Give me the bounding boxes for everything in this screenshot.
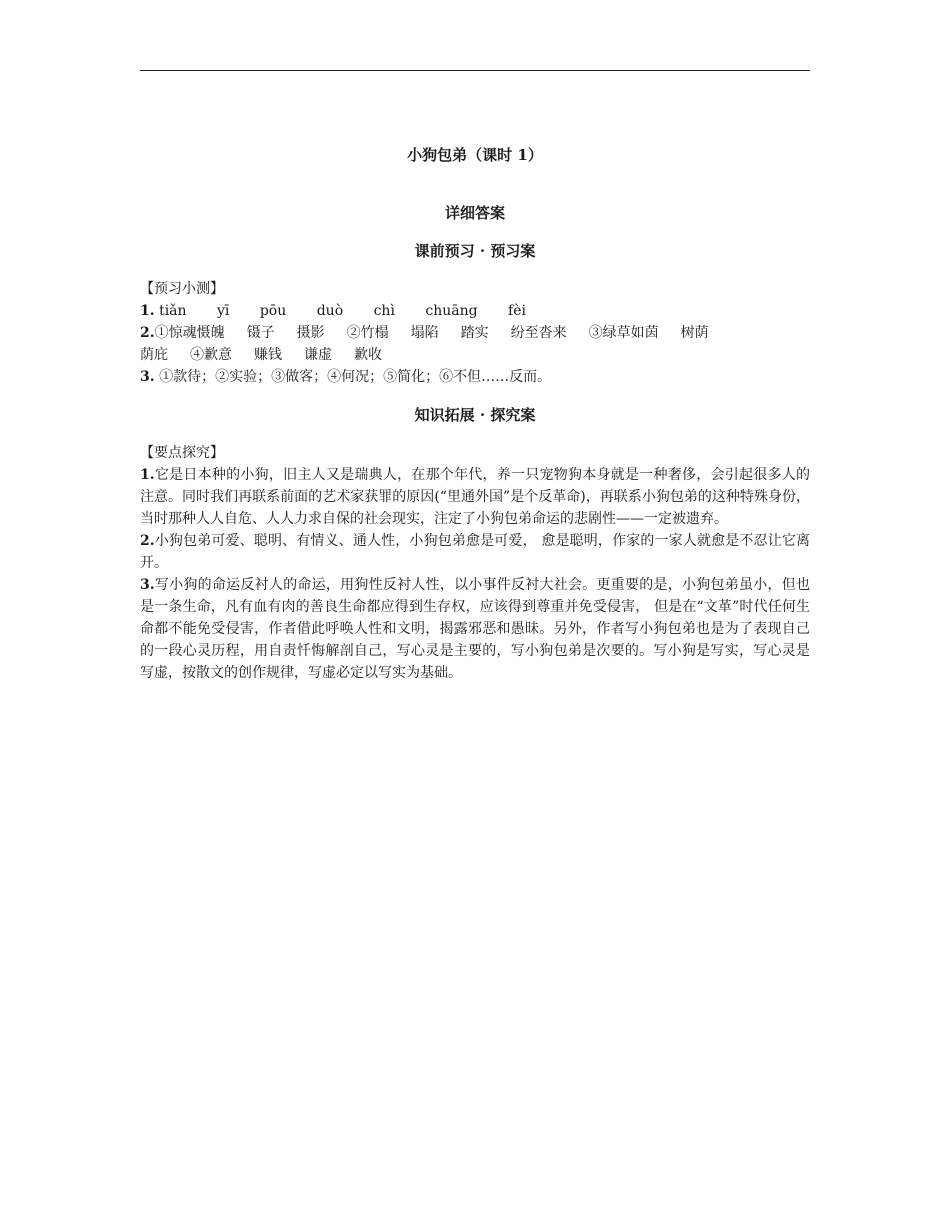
word-group: 纷至沓来	[510, 325, 567, 341]
item1-number: 1.	[140, 303, 155, 319]
section2-subheading: 【要点探究】	[140, 445, 224, 461]
answer-paragraph-3	[140, 574, 810, 684]
section1-heading: 课前预习 · 预习案	[414, 242, 536, 260]
header-rule	[140, 70, 810, 71]
p2-text: 小狗包弟可爱、聪明、有情义、通人性，小狗包弟愈是可爱， 愈是聪明，作家的一家人就愈是不忍让它离开。	[140, 533, 810, 571]
word-group: 踏实	[460, 325, 489, 341]
word-group: 镊子	[246, 325, 275, 341]
pinyin-word: yī	[217, 303, 230, 319]
item3-text: ①款待；②实验；③做客；④何况；⑤简化；⑥不但……反而。	[159, 369, 552, 385]
word-group: ②竹榻	[346, 325, 389, 341]
item3-number: 3.	[140, 369, 155, 385]
p3-text: 写小狗的命运反衬人的命运，用狗性反衬人性，以小事件反衬大社会。更重要的是，小狗包弟虽小，但也是一条生命，凡有血有肉的善良生命都应得到生存权，应该得到尊重并免受侵害， 但是在“文革”时代任何生命都不能免受侵害，作者借此呼唤人性和文明，揭露邪恶和愚昧。另外，作者写小狗包弟也是为了表现自己的一段心灵历程，用自责忏悔解剖自己，写心灵是主要的，写小狗包弟是次要的。写小狗是写实，写心灵是写虚，按散文的创作规律，写虚必定以写实为基础。	[140, 577, 810, 681]
pinyin-word: fèi	[508, 303, 526, 319]
item3-line	[140, 366, 810, 388]
p2-number: 2.	[140, 533, 155, 549]
word-group: ④歉意	[190, 347, 232, 363]
word-group: ③绿草如茵	[588, 325, 659, 341]
p1-number: 1.	[140, 467, 155, 483]
pinyin-word: tiǎn	[159, 303, 187, 319]
pinyin-word: duò	[316, 303, 344, 319]
pinyin-word: chuāng	[425, 303, 478, 319]
item1-pinyin-line	[140, 300, 810, 322]
word-group: 谦虚	[304, 347, 332, 363]
item2-line1	[140, 322, 810, 344]
word-group: 摄影	[296, 325, 325, 341]
document-content	[140, 140, 810, 684]
answer-paragraph-2	[140, 530, 810, 574]
document-title: 小狗包弟（课时 1）	[407, 146, 543, 164]
item2-line2	[140, 344, 810, 366]
answer-paragraph-1	[140, 464, 810, 530]
word-group: ①惊魂慑魄	[154, 325, 225, 341]
pinyin-word: chì	[373, 303, 395, 319]
answers-heading: 详细答案	[444, 204, 505, 222]
section1-subheading: 【预习小测】	[140, 281, 224, 297]
item2-number: 2.	[140, 325, 155, 341]
word-group: 树荫	[680, 325, 709, 341]
word-group: 塌陷	[410, 325, 439, 341]
p3-number: 3.	[140, 577, 155, 593]
section2-heading: 知识拓展 · 探究案	[414, 406, 536, 424]
word-group: 荫庇	[140, 347, 168, 363]
word-group: 歉收	[354, 347, 382, 363]
p1-text: 它是日本种的小狗，旧主人又是瑞典人，在那个年代，养一只宠物狗本身就是一种奢侈，会引起很多人的注意。同时我们再联系前面的艺术家获罪的原因(“里通外国”是个反革命)，再联系小狗包弟的这种特殊身份，当时那种人人自危、人人力求自保的社会现实，注定了小狗包弟命运的悲剧性——一定被遗弃。	[140, 467, 810, 527]
pinyin-word: pōu	[259, 303, 287, 319]
word-group: 赚钱	[254, 347, 282, 363]
